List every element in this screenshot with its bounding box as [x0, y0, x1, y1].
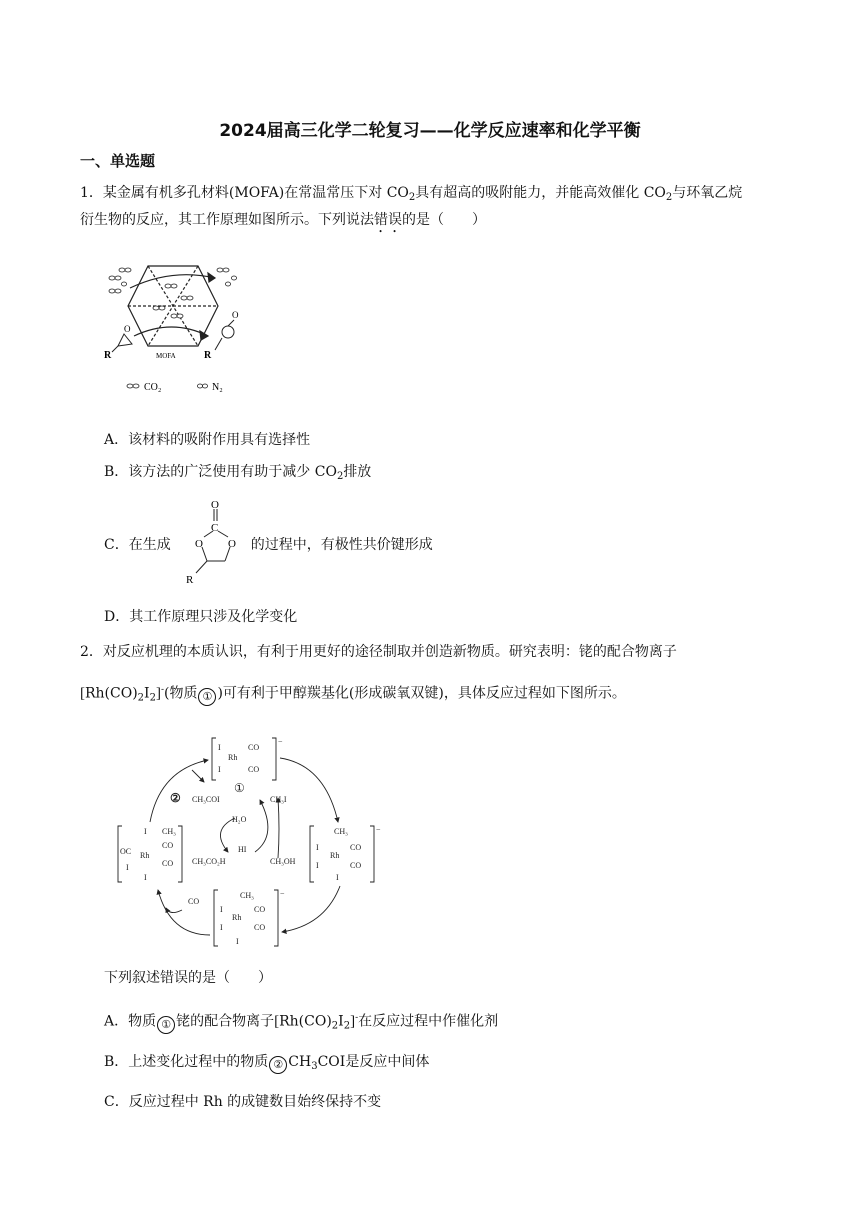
svg-text:I: I [218, 743, 221, 752]
q1-option-d[interactable]: D．其工作原理只涉及化学变化 [104, 609, 298, 625]
svg-text:CO: CO [188, 897, 200, 906]
q1-option-b[interactable]: B．该方法的广泛使用有助于减少 $CO_2$排放 [104, 464, 372, 482]
q1-option-a[interactable]: A．该材料的吸附作用具有选择性 [104, 432, 311, 448]
section-heading: 一、单选题 [80, 152, 156, 170]
svg-text:O: O [124, 324, 131, 334]
svg-text:O: O [211, 499, 219, 511]
q2-option-c[interactable]: C．反应过程中 Rh 的成键数目始终保持不变 [104, 1094, 382, 1110]
svg-text:CH₃I: CH₃I [270, 795, 287, 804]
svg-text:I: I [144, 873, 147, 882]
svg-text:−: − [280, 889, 285, 898]
svg-text:CH₃: CH₃ [334, 827, 348, 836]
svg-text:CO: CO [254, 905, 266, 914]
catalytic-cycle-diagram [110, 730, 390, 955]
svg-text:I: I [316, 861, 319, 870]
svg-text:O: O [228, 538, 236, 550]
svg-text:CH₃OH: CH₃OH [270, 857, 296, 866]
q2-option-a[interactable]: A．物质 ① 铑的配合物离子$[Rh(CO)_2I_2]^-$在反应过程中作催化剂 [104, 1013, 499, 1032]
svg-text:CH₃CO₂H: CH₃CO₂H [192, 857, 226, 866]
svg-text:O: O [232, 310, 239, 320]
svg-text:HI: HI [238, 845, 247, 854]
r-label-right: R [204, 350, 212, 361]
svg-text:CO: CO [350, 843, 362, 852]
cyclic-carbonate-structure [180, 497, 250, 587]
q2-stem-line2: $[Rh(CO)_2I_2]^-$(物质 ① )可有利于甲醇羰基化(形成碳氧双键)，具体反应过程如下图所示。 [80, 685, 626, 704]
q2-question-stem: 下列叙述错误的是（ ） [104, 970, 272, 986]
svg-text:I: I [316, 843, 319, 852]
q2-option-b[interactable]: B．上述变化过程中的物质 ② $CH_3COI$是反应中间体 [104, 1054, 430, 1072]
svg-text:−: − [278, 737, 283, 746]
svg-text:CH₃: CH₃ [162, 827, 176, 836]
document-title: 2024届高三化学二轮复习——化学反应速率和化学平衡 [219, 121, 641, 141]
svg-text:I: I [220, 905, 223, 914]
q1-stem-line2: 衍生物的反应，其工作原理如图所示。下列说法错误的是（ ） [80, 212, 486, 228]
svg-text:Rh: Rh [228, 753, 238, 762]
svg-text:CO: CO [350, 861, 362, 870]
mofa-label: MOFA [156, 352, 176, 360]
svg-text:I: I [144, 827, 147, 836]
svg-text:Rh: Rh [140, 851, 150, 860]
svg-text:CO: CO [248, 743, 260, 752]
svg-text:I: I [236, 937, 239, 946]
r-label-left: R [104, 350, 112, 361]
mofa-figure [100, 258, 250, 398]
svg-text:H₂O: H₂O [232, 815, 247, 824]
svg-text:−: − [376, 825, 381, 834]
svg-text:O: O [195, 538, 203, 550]
svg-text:Rh: Rh [330, 851, 340, 860]
q1-option-c[interactable]: C．在生成 的过程中，有极性共价键形成 [104, 537, 433, 553]
svg-text:OC: OC [120, 847, 132, 856]
svg-text:CO: CO [254, 923, 266, 932]
svg-text:CH₃COI: CH₃COI [192, 795, 220, 804]
q1-stem-line1: 1．某金属有机多孔材料(MOFA)在常温常压下对 $CO_2$具有超高的吸附能力，并能高效催化 $CO_2$与环氧乙烷 [80, 185, 743, 203]
svg-text:CH₃: CH₃ [240, 891, 254, 900]
svg-text:CO: CO [162, 859, 174, 868]
legend-co2: CO₂ [144, 382, 162, 393]
svg-text:CO: CO [248, 765, 260, 774]
svg-text:I: I [220, 923, 223, 932]
q2-stem-line1: 2．对反应机理的本质认识，有利于用更好的途径制取并创造新物质。研究表明：铑的配合物离子 [80, 644, 677, 660]
species-1-label: ① [234, 781, 245, 795]
svg-text:I: I [126, 863, 129, 872]
svg-text:I: I [336, 873, 339, 882]
svg-text:Rh: Rh [232, 913, 242, 922]
svg-text:R: R [186, 574, 194, 586]
svg-text:I: I [218, 765, 221, 774]
svg-text:C: C [211, 522, 219, 534]
legend-n2: N₂ [212, 382, 223, 393]
svg-text:CO: CO [162, 841, 174, 850]
species-2-label: ② [170, 791, 181, 805]
arrow-reaction [134, 327, 208, 336]
